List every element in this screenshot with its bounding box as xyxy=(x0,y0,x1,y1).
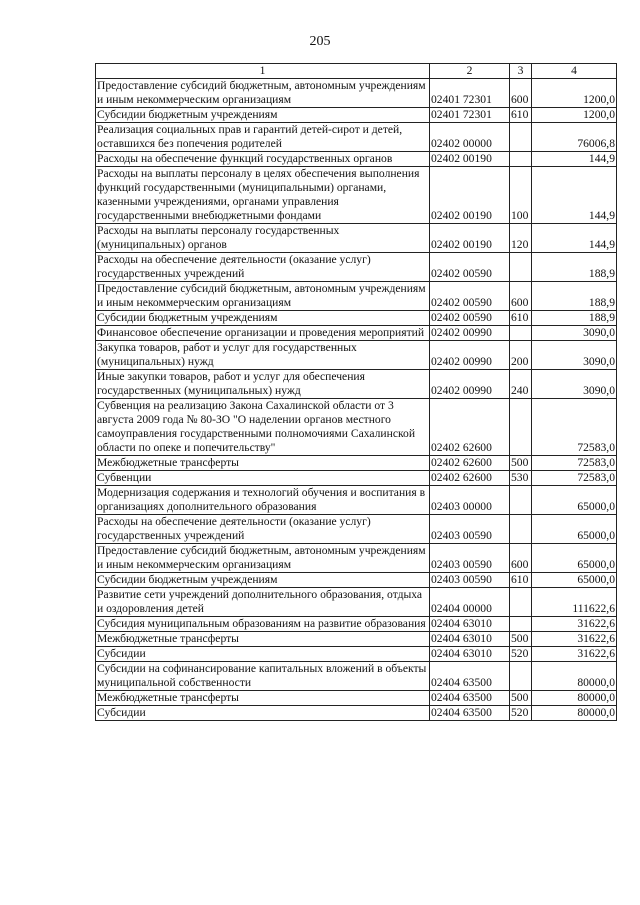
row-name: Закупка товаров, работ и услуг для государственных (муниципальных) нужд xyxy=(96,341,430,370)
row-name: Субвенция на реализацию Закона Сахалинской области от 3 августа 2009 года № 80-ЗО "О наделении органов местного самоуправления государственными полномочиями Сахалинской области по опеке и попечительству" xyxy=(96,399,430,456)
row-code: 02401 72301 xyxy=(430,108,510,123)
row-expense-type: 600 xyxy=(510,79,532,108)
row-name: Межбюджетные трансферты xyxy=(96,456,430,471)
row-amount: 31622,6 xyxy=(532,647,617,662)
table-row xyxy=(96,456,617,471)
row-expense-type xyxy=(510,123,532,152)
table-row xyxy=(96,471,617,486)
header-col-3: 3 xyxy=(510,64,532,79)
table-row xyxy=(96,573,617,588)
row-amount: 65000,0 xyxy=(532,544,617,573)
row-name: Финансовое обеспечение организации и проведения мероприятий xyxy=(96,326,430,341)
row-name: Предоставление субсидий бюджетным, автономным учреждениям и иным некоммерческим организациям xyxy=(96,79,430,108)
table-row xyxy=(96,311,617,326)
table-row xyxy=(96,647,617,662)
table-row xyxy=(96,486,617,515)
row-code: 02402 00190 xyxy=(430,152,510,167)
table-row xyxy=(96,588,617,617)
table-row xyxy=(96,632,617,647)
header-col-4: 4 xyxy=(532,64,617,79)
row-code: 02402 00190 xyxy=(430,224,510,253)
row-amount: 3090,0 xyxy=(532,341,617,370)
row-expense-type: 500 xyxy=(510,456,532,471)
table-row xyxy=(96,515,617,544)
row-code: 02402 00590 xyxy=(430,311,510,326)
row-amount: 1200,0 xyxy=(532,108,617,123)
table-row xyxy=(96,617,617,632)
row-expense-type: 100 xyxy=(510,167,532,224)
row-amount: 72583,0 xyxy=(532,471,617,486)
row-amount: 111622,6 xyxy=(532,588,617,617)
row-name: Субсидии бюджетным учреждениям xyxy=(96,311,430,326)
row-code: 02403 00590 xyxy=(430,544,510,573)
row-code: 02404 63010 xyxy=(430,647,510,662)
table-row xyxy=(96,662,617,691)
table-row xyxy=(96,326,617,341)
table-row xyxy=(96,399,617,456)
row-code: 02402 00000 xyxy=(430,123,510,152)
row-code: 02402 00990 xyxy=(430,326,510,341)
row-amount: 144,9 xyxy=(532,152,617,167)
row-amount: 144,9 xyxy=(532,167,617,224)
row-code: 02402 00990 xyxy=(430,370,510,399)
table-row xyxy=(96,167,617,224)
row-expense-type: 530 xyxy=(510,471,532,486)
row-code: 02404 63500 xyxy=(430,662,510,691)
row-code: 02403 00590 xyxy=(430,515,510,544)
table-row xyxy=(96,123,617,152)
row-name: Межбюджетные трансферты xyxy=(96,632,430,647)
row-amount: 76006,8 xyxy=(532,123,617,152)
table-row xyxy=(96,282,617,311)
row-expense-type: 120 xyxy=(510,224,532,253)
row-code: 02402 00190 xyxy=(430,167,510,224)
row-amount: 3090,0 xyxy=(532,370,617,399)
table-row xyxy=(96,370,617,399)
row-name: Межбюджетные трансферты xyxy=(96,691,430,706)
row-name: Субсидии бюджетным учреждениям xyxy=(96,108,430,123)
row-expense-type xyxy=(510,662,532,691)
row-name: Расходы на обеспечение деятельности (оказание услуг) государственных учреждений xyxy=(96,515,430,544)
row-name: Субвенции xyxy=(96,471,430,486)
page-number: 205 xyxy=(309,34,331,49)
table-row xyxy=(96,79,617,108)
row-code: 02401 72301 xyxy=(430,79,510,108)
row-code: 02404 63010 xyxy=(430,632,510,647)
header-col-1: 1 xyxy=(96,64,430,79)
row-amount: 80000,0 xyxy=(532,662,617,691)
row-name: Субсидии xyxy=(96,706,430,721)
row-expense-type xyxy=(510,617,532,632)
row-code: 02404 63500 xyxy=(430,691,510,706)
row-expense-type: 500 xyxy=(510,691,532,706)
row-expense-type: 600 xyxy=(510,544,532,573)
row-expense-type xyxy=(510,253,532,282)
row-code: 02402 62600 xyxy=(430,399,510,456)
row-expense-type xyxy=(510,399,532,456)
row-amount: 72583,0 xyxy=(532,399,617,456)
header-col-2: 2 xyxy=(430,64,510,79)
table-row xyxy=(96,691,617,706)
row-name: Иные закупки товаров, работ и услуг для обеспечения государственных (муниципальных) нужд xyxy=(96,370,430,399)
table-row xyxy=(96,253,617,282)
table-body xyxy=(96,79,617,721)
row-code: 02404 63500 xyxy=(430,706,510,721)
table-row xyxy=(96,152,617,167)
row-expense-type: 520 xyxy=(510,706,532,721)
row-expense-type xyxy=(510,515,532,544)
table-row xyxy=(96,224,617,253)
row-expense-type: 610 xyxy=(510,108,532,123)
row-expense-type xyxy=(510,486,532,515)
row-expense-type: 200 xyxy=(510,341,532,370)
table-row xyxy=(96,544,617,573)
row-name: Субсидии бюджетным учреждениям xyxy=(96,573,430,588)
row-code: 02402 62600 xyxy=(430,471,510,486)
row-amount: 188,9 xyxy=(532,311,617,326)
row-code: 02404 63010 xyxy=(430,617,510,632)
row-amount: 65000,0 xyxy=(532,515,617,544)
row-name: Развитие сети учреждений дополнительного образования, отдыха и оздоровления детей xyxy=(96,588,430,617)
row-name: Расходы на выплаты персоналу в целях обеспечения выполнения функций государственными (муниципальными) органами, казенными учреждениями, органами управления государственными внебюджетными фондами xyxy=(96,167,430,224)
row-amount: 3090,0 xyxy=(532,326,617,341)
row-name: Расходы на выплаты персоналу государственных (муниципальных) органов xyxy=(96,224,430,253)
row-expense-type: 600 xyxy=(510,282,532,311)
row-code: 02402 00590 xyxy=(430,253,510,282)
row-amount: 80000,0 xyxy=(532,691,617,706)
row-expense-type xyxy=(510,588,532,617)
row-amount: 144,9 xyxy=(532,224,617,253)
row-name: Субсидия муниципальным образованиям на развитие образования xyxy=(96,617,430,632)
row-code: 02402 00990 xyxy=(430,341,510,370)
row-name: Реализация социальных прав и гарантий детей-сирот и детей, оставшихся без попечения родителей xyxy=(96,123,430,152)
row-code: 02402 62600 xyxy=(430,456,510,471)
row-expense-type: 610 xyxy=(510,311,532,326)
row-code: 02403 00590 xyxy=(430,573,510,588)
row-name: Субсидии xyxy=(96,647,430,662)
row-amount: 80000,0 xyxy=(532,706,617,721)
row-expense-type xyxy=(510,326,532,341)
row-expense-type: 520 xyxy=(510,647,532,662)
table-header-row xyxy=(96,64,617,79)
row-amount: 31622,6 xyxy=(532,617,617,632)
row-amount: 188,9 xyxy=(532,282,617,311)
row-amount: 188,9 xyxy=(532,253,617,282)
table-row xyxy=(96,341,617,370)
budget-table xyxy=(95,63,617,721)
row-name: Предоставление субсидий бюджетным, автономным учреждениям и иным некоммерческим организациям xyxy=(96,544,430,573)
row-code: 02403 00000 xyxy=(430,486,510,515)
row-amount: 65000,0 xyxy=(532,573,617,588)
row-name: Субсидии на софинансирование капитальных вложений в объекты муниципальной собственности xyxy=(96,662,430,691)
row-name: Расходы на обеспечение деятельности (оказание услуг) государственных учреждений xyxy=(96,253,430,282)
row-amount: 65000,0 xyxy=(532,486,617,515)
row-code: 02402 00590 xyxy=(430,282,510,311)
row-amount: 1200,0 xyxy=(532,79,617,108)
row-amount: 31622,6 xyxy=(532,632,617,647)
row-amount: 72583,0 xyxy=(532,456,617,471)
row-name: Модернизация содержания и технологий обучения и воспитания в организациях дополнительного образования xyxy=(96,486,430,515)
table-row xyxy=(96,108,617,123)
row-name: Предоставление субсидий бюджетным, автономным учреждениям и иным некоммерческим организациям xyxy=(96,282,430,311)
row-expense-type: 240 xyxy=(510,370,532,399)
row-expense-type xyxy=(510,152,532,167)
row-expense-type: 610 xyxy=(510,573,532,588)
table-row xyxy=(96,706,617,721)
row-name: Расходы на обеспечение функций государственных органов xyxy=(96,152,430,167)
row-expense-type: 500 xyxy=(510,632,532,647)
row-code: 02404 00000 xyxy=(430,588,510,617)
